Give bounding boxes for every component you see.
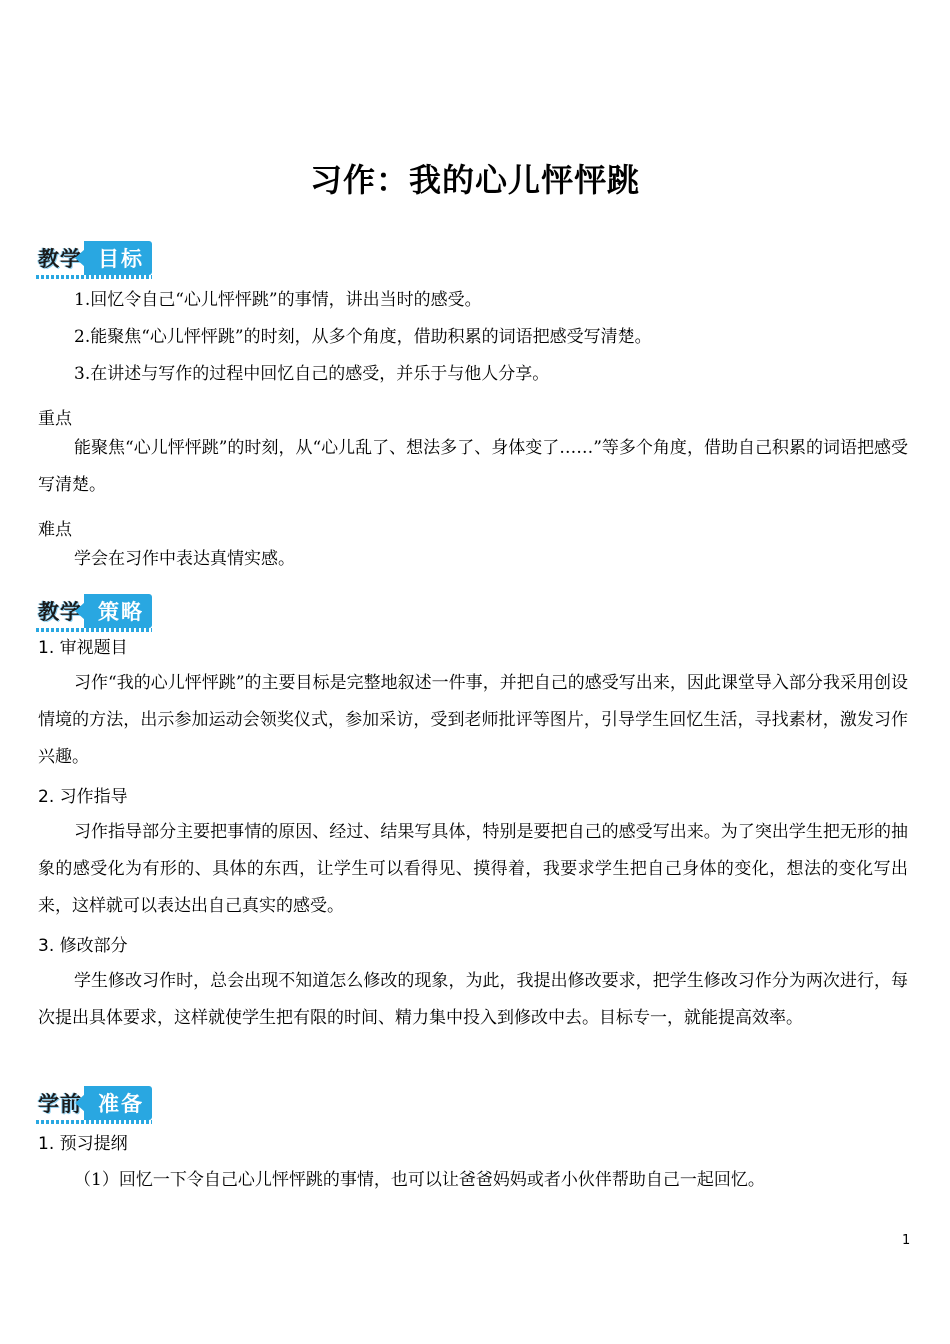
strategy-heading-2: 2. 习作指导 [38,787,128,807]
difficulty-heading: 难点 [38,520,72,540]
key-point-text: 能聚焦“心儿怦怦跳”的时刻，从“心儿乱了、想法多了、身体变了……”等多个角度，借助自己积累的词语把感受写清楚。 [38,438,908,495]
badge-left-text: 教学 [38,247,82,271]
badge-underline [36,275,152,279]
strategy-text-2: 习作指导部分主要把事情的原因、经过、结果写具体，特别是要把自己的感受写出来。为了突出学生把无形的抽象的感受化为有形的、具体的东西，让学生可以看得见、摸得着，我要求学生把自己身体的变化，想法的变化写出来，这样就可以表达出自己真实的感受。 [38,822,908,916]
strategy-heading-1: 1. 审视题目 [38,638,128,658]
page-title: 习作：我的心儿怦怦跳 [309,161,640,199]
badge-underline [36,1120,152,1124]
prep-heading: 1. 预习提纲 [38,1134,128,1154]
prep-item-1: （1）回忆一下令自己心儿怦怦跳的事情，也可以让爸爸妈妈或者小伙伴帮助自己一起回忆。 [74,1170,765,1190]
teaching-strategy-badge [36,594,152,628]
badge-right-text: 准备 [84,1086,152,1120]
page-number: 1 [902,1233,911,1248]
badge-left-text: 教学 [38,600,82,624]
key-point-heading: 重点 [38,409,72,429]
strategy-heading-3: 3. 修改部分 [38,936,128,956]
difficulty-text: 学会在习作中表达真情实感。 [74,549,295,569]
badge-right-text: 策略 [84,594,152,628]
teaching-goals-badge [36,241,152,275]
goal-item-2: 2.能聚焦“心儿怦怦跳”的时刻，从多个角度，借助积累的词语把感受写清楚。 [74,327,652,347]
badge-right-text: 目标 [84,241,152,275]
goal-item-1: 1.回忆令自己“心儿怦怦跳”的事情，讲出当时的感受。 [74,290,482,310]
pre-study-prep-badge [36,1086,152,1120]
badge-left-text: 学前 [38,1092,82,1116]
badge-underline [36,628,152,632]
strategy-text-3: 学生修改习作时，总会出现不知道怎么修改的现象，为此，我提出修改要求，把学生修改习作分为两次进行，每次提出具体要求，这样就使学生把有限的时间、精力集中投入到修改中去。目标专一，就能提高效率。 [38,971,908,1028]
strategy-text-1: 习作“我的心儿怦怦跳”的主要目标是完整地叙述一件事，并把自己的感受写出来，因此课堂导入部分我采用创设情境的方法，出示参加运动会领奖仪式，参加采访，受到老师批评等图片，引导学生回忆生活，寻找素材，激发习作兴趣。 [38,673,908,767]
goal-item-3: 3.在讲述与写作的过程中回忆自己的感受，并乐于与他人分享。 [74,364,550,384]
